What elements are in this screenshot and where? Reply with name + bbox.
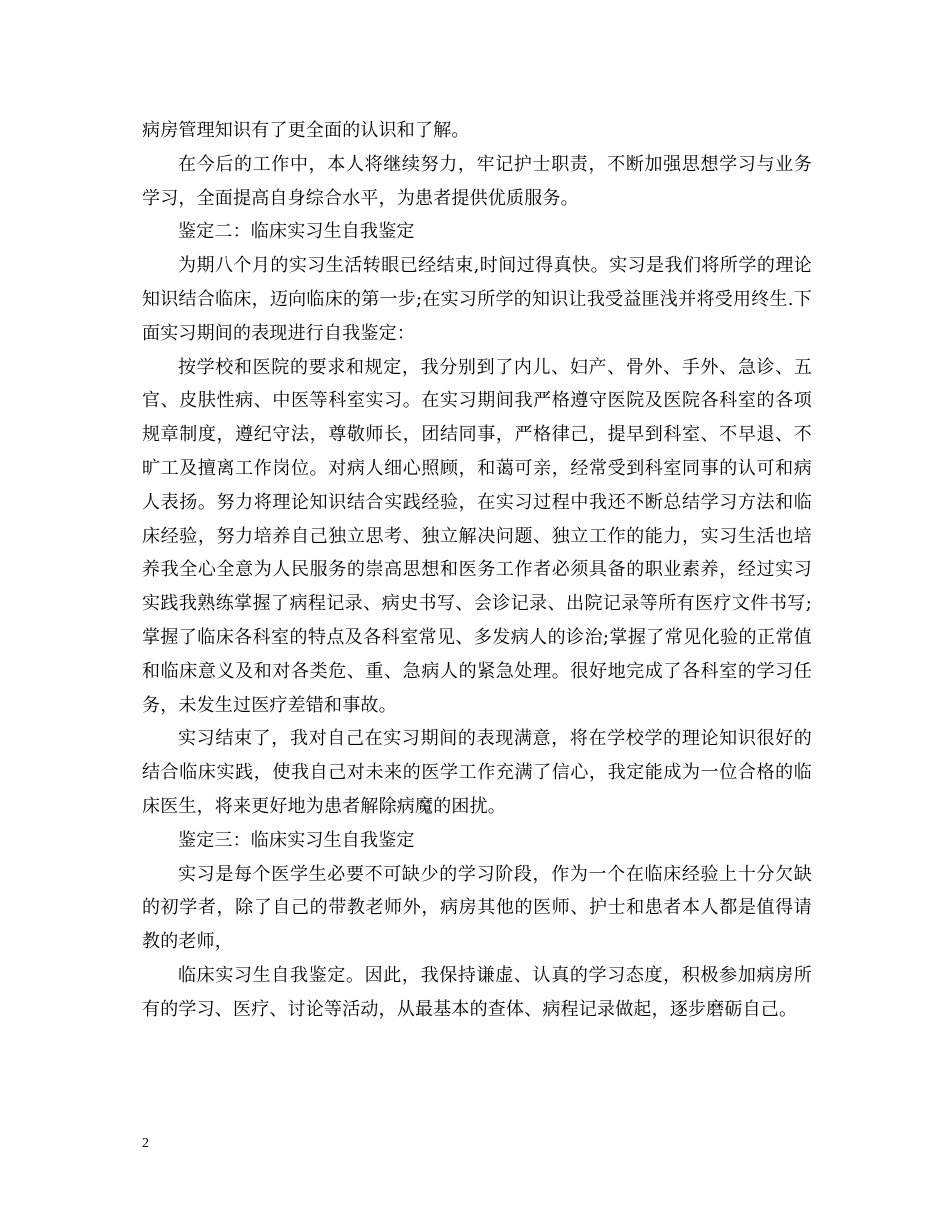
paragraph-1: 病房管理知识有了更全面的认识和了解。 [142, 120, 470, 141]
page-number: 2 [142, 1136, 149, 1151]
section-heading-2: 鉴定二：临床实习生自我鉴定 [178, 221, 415, 243]
paragraph-2: 在今后的工作中，本人将继续努力，牢记护士职责，不断加强思想学习与业务学习，全面提高自身综合水平，为患者提供优质服务。 [142, 153, 812, 209]
paragraph-4: 按学校和医院的要求和规定，我分别到了内儿、妇产、骨外、手外、急诊、五官、皮肤性病、中医等科室实习。在实习期间我严格遵守医院及医院各科室的各项规章制度，遵纪守法，尊敬师长，团结同事，严格律己，提早到科室、不早退、不旷工及擅离工作岗位。对病人细心照顾，和蔼可亲，经常受到科室同事的认可和病人表扬。努力将理论知识结合实践经验，在实习过程中我还不断总结学习方法和临床经验，努力培养自己独立思考、独立解决问题、独立工作的能力，实习生活也培养我全心全意为人民服务的崇高思想和医务工作者必须具备的职业素养，经过实习实践我熟练掌握了病程记录、病史书写、会诊记录、出院记录等所有医疗文件书写;掌握了临床各科室的特点及各科室常见、多发病人的诊治;掌握了常见化验的正常值和临床意义及和对各类危、重、急病人的紧急处理。很好地完成了各科室的学习任务，未发生过医疗差错和事故。 [142, 356, 812, 716]
paragraph-6: 实习是每个医学生必要不可缺少的学习阶段，作为一个在临床经验上十分欠缺的初学者，除了自己的带教老师外，病房其他的医师、护士和患者本人都是值得请教的老师， [142, 863, 812, 953]
document-body [142, 114, 812, 1027]
paragraph-7: 临床实习生自我鉴定。因此，我保持谦虚、认真的学习态度，积极参加病房所有的学习、医疗、讨论等活动，从最基本的查体、病程记录做起，逐步磨砺自己。 [142, 964, 812, 1020]
section-heading-3: 鉴定三：临床实习生自我鉴定 [178, 829, 415, 851]
paragraph-3: 为期八个月的实习生活转眼已经结束,时间过得真快。实习是我们将所学的理论知识结合临床，迈向临床的第一步;在实习所学的知识让我受益匪浅并将受用终生.下面实习期间的表现进行自我鉴定： [142, 255, 812, 344]
paragraph-5: 实习结束了，我对自己在实习期间的表现满意，将在学校学的理论知识很好的结合临床实践，使我自己对未来的医学工作充满了信心，我定能成为一位合格的临床医生，将来更好地为患者解除病魔的困扰。 [142, 728, 812, 817]
